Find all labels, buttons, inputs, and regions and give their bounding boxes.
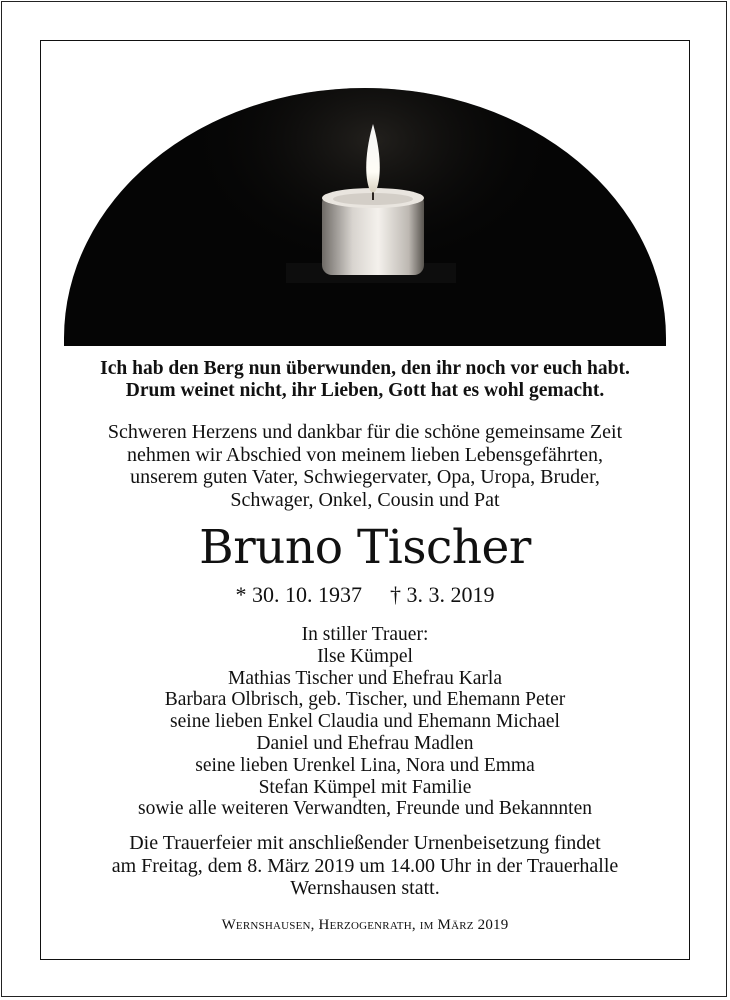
place-and-date: Wernshausen, Herzogenrath, im März 2019 — [221, 917, 509, 933]
death-date: † 3. 3. 2019 — [390, 582, 495, 607]
mourner-line: seine lieben Enkel Claudia und Ehemann Michael — [170, 711, 560, 733]
service-line: Die Trauerfeier mit anschließender Urnenbeisetzung findet — [129, 832, 601, 854]
birth-date: * 30. 10. 1937 — [235, 582, 362, 607]
verse-line: Ich hab den Berg nun überwunden, den ihr noch vor euch habt. — [100, 358, 630, 379]
mourner-line: Barbara Olbrisch, geb. Tischer, und Ehemann Peter — [164, 689, 566, 711]
mourners-list — [44, 624, 686, 820]
candle-image — [64, 48, 666, 346]
intro-line: unserem guten Vater, Schwiegervater, Opa, Uropa, Bruder, — [130, 466, 600, 488]
mourner-line: seine lieben Urenkel Lina, Nora und Emma — [195, 754, 535, 776]
mourner-line: Ilse Kümpel — [317, 645, 413, 667]
intro-line: Schweren Herzens und dankbar für die schöne gemeinsame Zeit — [107, 421, 623, 443]
mourners-heading: In stiller Trauer: — [301, 624, 429, 645]
funeral-service-info — [44, 832, 686, 900]
mourner-line: Stefan Kümpel mit Familie — [258, 776, 472, 798]
service-line: am Freitag, dem 8. März 2019 um 14.00 Uhr in der Trauerhalle — [111, 854, 619, 877]
intro-text — [44, 421, 686, 511]
verse — [44, 358, 686, 402]
service-line: Wernshausen statt. — [290, 877, 440, 899]
deceased-name: Bruno Tischer — [199, 520, 531, 575]
intro-line: nehmen wir Abschied von meinem lieben Lebensgefährten, — [127, 443, 603, 466]
mourner-line: Mathias Tischer und Ehefrau Karla — [227, 667, 503, 689]
life-dates — [44, 582, 686, 608]
candle-icon — [64, 48, 666, 346]
intro-line: Schwager, Onkel, Cousin und Pat — [230, 488, 500, 511]
mourner-line: Daniel und Ehefrau Madlen — [256, 732, 474, 754]
mourner-line: sowie alle weiteren Verwandten, Freunde und Bekannnten — [138, 798, 592, 820]
verse-line: Drum weinet nicht, ihr Lieben, Gott hat es wohl gemacht. — [125, 380, 605, 401]
